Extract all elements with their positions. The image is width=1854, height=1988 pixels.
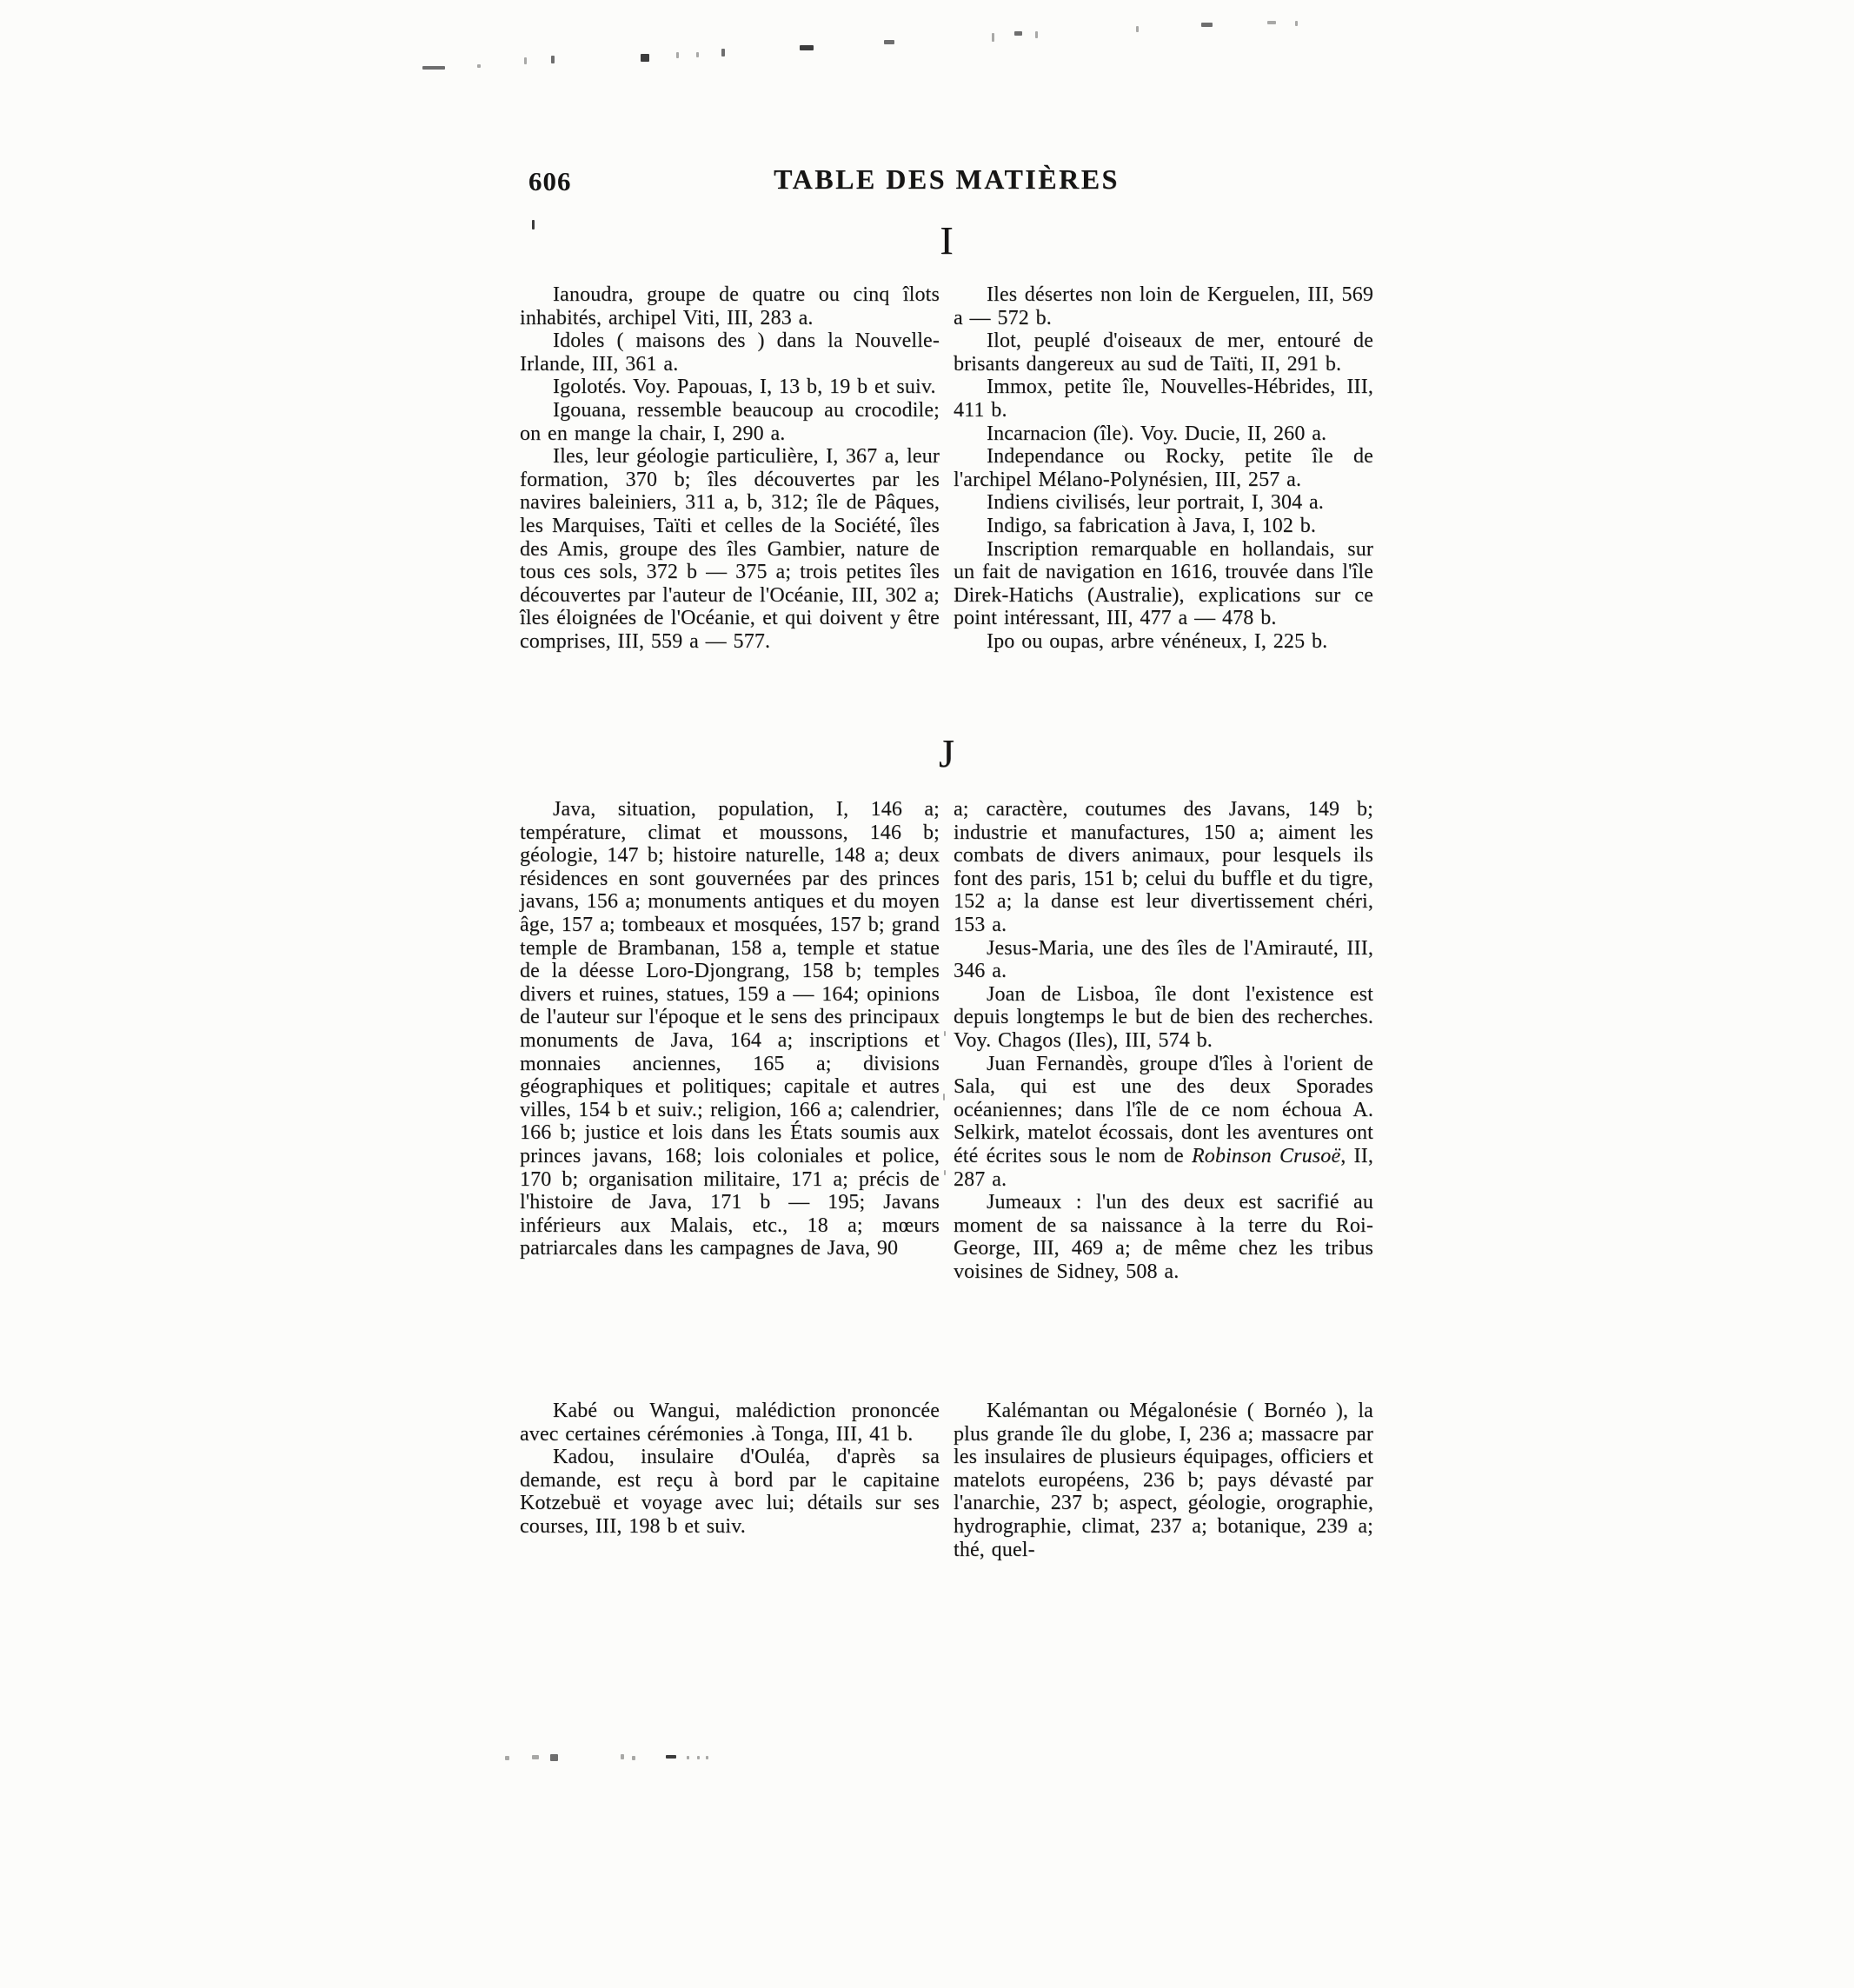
index-entry	[954, 798, 1373, 937]
entry-text: , II, 287 a.	[954, 1144, 1373, 1191]
column-right	[954, 283, 1373, 654]
column-right	[954, 1400, 1373, 1561]
entry-text: Kadou, insulaire d'Ouléa, d'après sa demande, est reçu à bord par le capitaine Kotzebuë et voyage avec lui; détails sur ses courses, III, 198 b et suiv.	[520, 1446, 940, 1538]
scan-speck	[621, 1754, 624, 1759]
index-entry	[954, 630, 1373, 654]
index-entry	[954, 491, 1373, 515]
scan-speck	[696, 52, 699, 57]
scan-speck	[676, 52, 679, 58]
entry-text: Immox, petite île, Nouvelles-Hébrides, III, 411 b.	[954, 376, 1373, 422]
scan-speck	[524, 57, 527, 64]
entry-text: a; caractère, coutumes des Javans, 149 b; industrie et manufactures, 150 a; aiment les combats de divers animaux, pour lesquels ils font des paris, 151 b; celui du buffle et du tigre, 152 a; la danse est leur divertissement chéri, 153 a.	[954, 798, 1373, 936]
column-right	[954, 798, 1373, 1283]
scan-speck	[505, 1756, 509, 1760]
running-title: TABLE DES MATIÈRES	[774, 163, 1120, 195]
column-left	[520, 798, 940, 1283]
scan-speck	[721, 49, 725, 57]
scan-speck	[1136, 26, 1139, 32]
entry-text: Juan Fernandès, groupe d'îles à l'orient de Sala, qui est une des deux Sporades océaniennes; dans l'île de ce nom échoua A. Selkirk, matelot écossais, dont les aventures ont été écrites sous le nom de	[954, 1052, 1373, 1167]
index-entry	[954, 422, 1373, 446]
section-heading-i: I	[940, 218, 954, 263]
entry-text: Iles, leur géologie particulière, I, 367 a, leur formation, 370 b; îles découvertes par les navires baleiniers, 311 a, b, 312; île de Pâques, les Marquises, Taïti et celles de la Société, îles des Amis, groupe des îles Gambier, nature de tous ces sols, 372 b — 375 a; trois petites îles découvertes par l'auteur de l'Océanie, III, 302 a; îles éloignées de l'Océanie, et qui doivent y être comprises, III, 559 a — 577.	[520, 445, 940, 653]
entry-text: Jumeaux : l'un des deux est sacrifié au moment de sa naissance à la terre du Roi-George, III, 469 a; de même chez les tribus voisines de Sidney, 508 a.	[954, 1191, 1373, 1283]
index-entry	[954, 1400, 1373, 1561]
page-number: 606	[528, 166, 572, 196]
page-header	[520, 163, 1373, 202]
entry-text: Indiens civilisés, leur portrait, I, 304 a.	[987, 491, 1324, 515]
scan-speck	[1035, 31, 1038, 38]
column-left	[520, 283, 940, 654]
index-entry	[954, 1053, 1373, 1192]
entry-text: Igouana, ressemble beaucoup au crocodile; on en mange la chair, I, 290 a.	[520, 398, 940, 445]
index-entry	[954, 515, 1373, 538]
entry-text: Kabé ou Wangui, malédiction prononcée avec certaines cérémonies .à Tonga, III, 41 b.	[520, 1400, 940, 1446]
entry-text: Igolotés. Voy. Papouas, I, 13 b, 19 b et suiv.	[553, 376, 936, 399]
entry-text: Indigo, sa fabrication à Java, I, 102 b.	[987, 514, 1317, 537]
scan-speck	[477, 64, 481, 68]
section-j-columns	[520, 798, 1373, 1283]
section-heading-j: J	[939, 731, 954, 775]
section-i-columns	[520, 283, 1373, 654]
index-entry	[520, 329, 940, 376]
entry-text: Ipo ou oupas, arbre vénéneux, I, 225 b.	[987, 629, 1328, 653]
index-entry	[520, 445, 940, 653]
index-entry	[954, 283, 1373, 329]
scan-speck	[1014, 31, 1022, 36]
scan-speck	[992, 33, 994, 42]
column-left	[520, 1400, 940, 1561]
entry-text: Incarnacion (île). Voy. Ducie, II, 260 a.	[987, 422, 1327, 445]
scan-speck	[422, 66, 445, 70]
index-entry	[954, 538, 1373, 630]
entry-text: Iles désertes non loin de Kerguelen, III, 569 a — 572 b.	[954, 283, 1373, 329]
index-entry	[954, 329, 1373, 376]
scan-speck	[666, 1755, 676, 1759]
index-entry	[954, 376, 1373, 422]
index-entry	[954, 1191, 1373, 1283]
entry-text: Java, situation, population, I, 146 a; température, climat et moussons, 146 b; géologie, 147 b; histoire naturelle, 148 a; deux résidences en sont gouvernées par des princes javans, 156 a; monuments antiques et du moyen âge, 157 a; tombeaux et mosquées, 157 b; grand temple de Brambanan, 158 a, temple et statue de la déesse Loro-Djongrang, 158 b; temples divers et ruines, statues, 159 a — 164; opinions de l'auteur sur l'époque et le sens des principaux monuments de Java, 164 a; inscriptions et monnaies anciennes, 165 a; divisions géographiques et politiques; capitale et autres villes, 154 b et suiv.; religion, 166 a; calendrier, 166 b; justice et lois dans les États soumis aux princes javans, 168; lois coloniales et police, 170 b; organisation militaire, 171 a; précis de l'histoire de Java, 171 b — 195; Javans inférieurs aux Malais, etc., 18 a; mœurs patriarcales dans les campagnes de Java, 90	[520, 798, 940, 1260]
index-entry	[520, 798, 940, 1260]
scan-speck	[550, 1754, 558, 1761]
entry-text: Independance ou Rocky, petite île de l'archipel Mélano-Polynésien, III, 257 a.	[954, 445, 1373, 491]
scan-speck	[1295, 21, 1298, 26]
index-entry	[520, 376, 940, 399]
scan-speck	[884, 40, 894, 44]
entry-text: Idoles ( maisons des ) dans la Nouvelle-Irlande, III, 361 a.	[520, 329, 940, 376]
scan-speck	[641, 54, 649, 62]
scan-speck	[632, 1756, 635, 1760]
scan-speck	[1267, 21, 1276, 24]
index-entry	[520, 1446, 940, 1538]
scan-speck	[551, 56, 555, 63]
index-entry	[520, 1400, 940, 1446]
entry-text: Ianoudra, groupe de quatre ou cinq îlots inhabités, archipel Viti, III, 283 a.	[520, 283, 940, 329]
index-entry	[954, 445, 1373, 491]
scan-speck	[697, 1756, 700, 1759]
entry-text-italic: Robinson Crusoë	[1191, 1144, 1341, 1167]
scan-speck	[687, 1756, 689, 1759]
entry-text: Kalémantan ou Mégalonésie ( Bornéo ), la plus grande île du globe, I, 236 a; massacre par les insulaires de plusieurs équipages, officiers et matelots européens, 236 b; pays dévasté par l'anarchie, 237 b; aspect, géologie, orographie, hydrographie, climat, 237 a; botanique, 239 a; thé, quel-	[954, 1400, 1373, 1561]
index-entry	[520, 399, 940, 445]
entry-text: Joan de Lisboa, île dont l'existence est depuis longtemps le but de bien des recherches. Voy. Chagos (Iles), III, 574 b.	[954, 982, 1373, 1052]
index-entry	[520, 283, 940, 329]
entry-text: Jesus-Maria, une des îles de l'Amirauté, III, 346 a.	[954, 936, 1373, 983]
section-k-columns	[520, 1400, 1373, 1561]
scan-speck	[706, 1756, 708, 1759]
index-entry	[954, 983, 1373, 1053]
scan-speck	[1201, 23, 1213, 27]
entry-text: Inscription remarquable en hollandais, sur un fait de navigation en 1616, trouvée dans l'île Direk-Hatichs (Australie), explications sur ce point intéressant, III, 477 a — 478 b.	[954, 537, 1373, 630]
index-entry	[954, 937, 1373, 983]
entry-text: Ilot, peuplé d'oiseaux de mer, entouré de brisants dangereux au sud de Taïti, II, 291 b.	[954, 329, 1373, 376]
scan-speck	[800, 45, 814, 50]
scan-speck	[532, 1755, 539, 1759]
